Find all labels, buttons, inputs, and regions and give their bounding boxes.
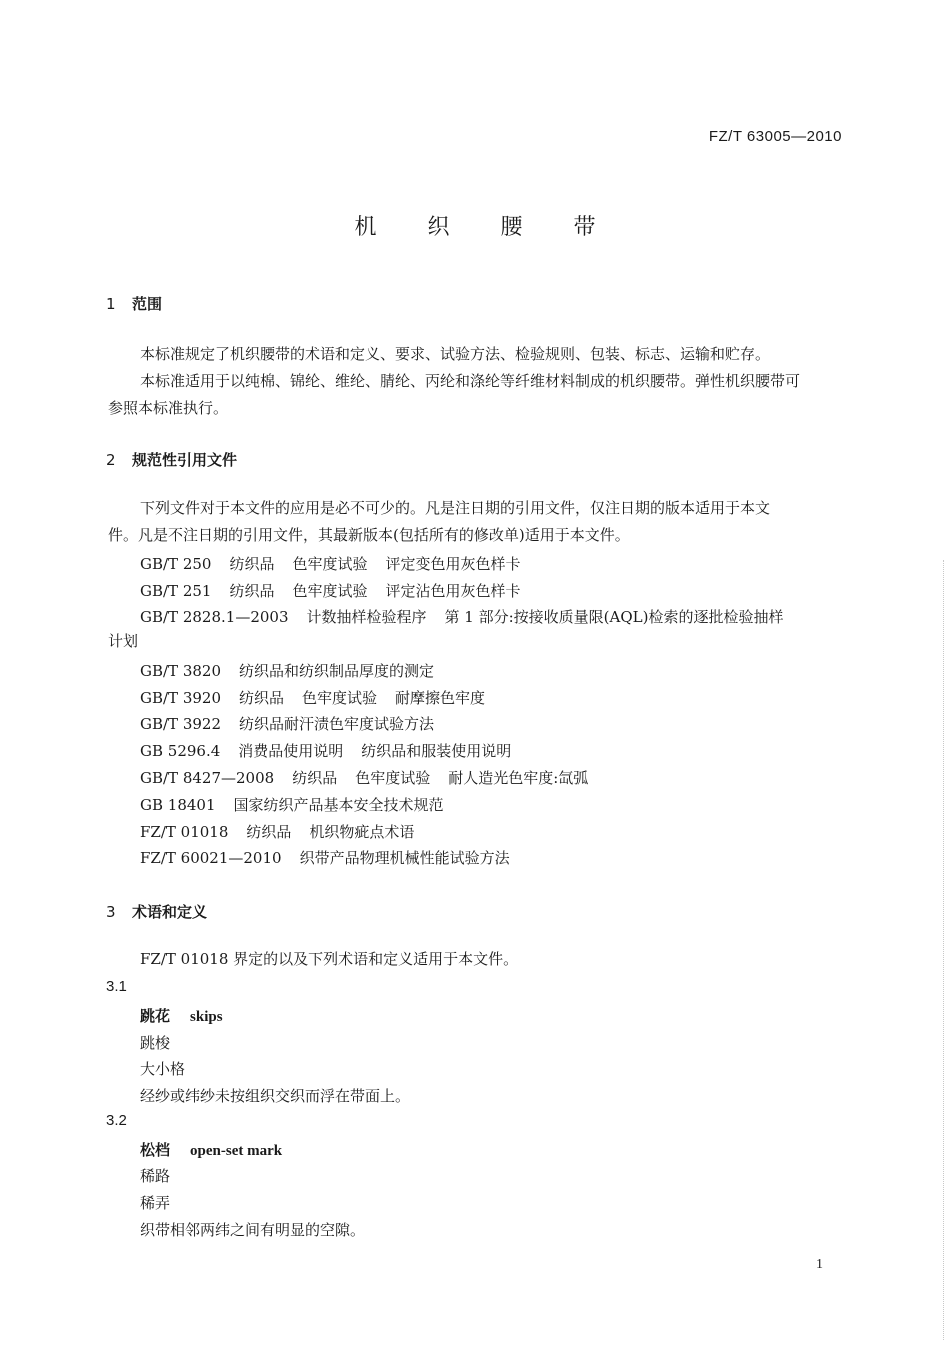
reference-code: FZ/T 01018 bbox=[140, 823, 229, 841]
term-definition: 织带相邻两纬之间有明显的空隙。 bbox=[140, 1221, 366, 1239]
reference-title-part: 评定沾色用灰色样卡 bbox=[385, 582, 521, 600]
section-number: 1 bbox=[106, 295, 116, 313]
term-synonym: 跳梭 bbox=[140, 1034, 171, 1052]
reference-item bbox=[140, 821, 432, 842]
reference-title-part: 色牢度试验 bbox=[292, 582, 368, 600]
reference-title-part: 纺织品 bbox=[246, 823, 292, 841]
reference-item bbox=[140, 687, 503, 708]
reference-code: GB/T 3920 bbox=[140, 689, 222, 707]
section-1-heading bbox=[106, 293, 162, 314]
paragraph: 本标准适用于以纯棉、锦纶、维纶、腈纶、丙纶和涤纶等纤维材料制成的机织腰带。弹性机织腰带可 bbox=[140, 372, 801, 390]
reference-code: FZ/T 60021—2010 bbox=[140, 849, 282, 867]
term-synonym: 大小格 bbox=[140, 1060, 186, 1078]
reference-title-part: 纺织品 bbox=[229, 555, 275, 573]
clause-number: 3.2 bbox=[106, 1112, 127, 1129]
term-synonym: 稀弄 bbox=[140, 1194, 171, 1212]
term-definition: 经纱或纬纱未按组织交织而浮在带面上。 bbox=[140, 1087, 411, 1105]
term-chinese: 松档 bbox=[140, 1141, 171, 1159]
reference-item bbox=[140, 740, 529, 761]
reference-title-part: 评定变色用灰色样卡 bbox=[385, 555, 521, 573]
term-entry bbox=[140, 1139, 282, 1160]
term-english: skips bbox=[190, 1009, 223, 1025]
reference-item bbox=[140, 580, 539, 601]
reference-code: GB/T 2828.1—2003 bbox=[140, 608, 289, 626]
section-title: 术语和定义 bbox=[132, 903, 208, 921]
reference-title-part: 纺织品和服装使用说明 bbox=[361, 742, 512, 760]
paragraph: FZ/T 01018 界定的以及下列术语和定义适用于本文件。 bbox=[140, 950, 519, 968]
reference-title-part: 耐人造光色牢度:氙弧 bbox=[448, 769, 589, 787]
section-number: 3 bbox=[106, 903, 116, 921]
reference-title-part: 纺织品 bbox=[229, 582, 275, 600]
scan-edge-divider bbox=[943, 560, 944, 1340]
clause-number: 3.1 bbox=[106, 978, 127, 995]
term-synonym: 稀路 bbox=[140, 1167, 171, 1185]
section-number: 2 bbox=[106, 451, 116, 469]
reference-item bbox=[140, 606, 801, 627]
document-title: 机 织 腰 带 bbox=[354, 215, 618, 240]
paragraph: 本标准规定了机织腰带的术语和定义、要求、试验方法、检验规则、包装、标志、运输和贮存。 bbox=[140, 345, 771, 363]
reference-title-part: 国家纺织产品基本安全技术规范 bbox=[233, 796, 444, 814]
reference-title-part: 色牢度试验 bbox=[355, 769, 431, 787]
reference-title-part: 纺织品耐汗渍色牢度试验方法 bbox=[239, 715, 435, 733]
page-number: 1 bbox=[816, 1257, 823, 1272]
paragraph-continuation: 件。凡是不注日期的引用文件，其最新版本(包括所有的修改单)适用于本文件。 bbox=[108, 526, 630, 544]
reference-item bbox=[140, 847, 528, 868]
reference-title-part: 计数抽样检验程序 bbox=[306, 608, 427, 626]
reference-code: GB/T 3820 bbox=[140, 662, 222, 680]
section-2-heading bbox=[106, 449, 237, 470]
reference-code: GB/T 251 bbox=[140, 582, 212, 600]
term-entry bbox=[140, 1005, 223, 1026]
reference-item bbox=[140, 713, 452, 734]
term-english: open-set mark bbox=[190, 1143, 283, 1159]
reference-code: GB/T 3922 bbox=[140, 715, 222, 733]
reference-item bbox=[140, 767, 606, 788]
reference-title-part: 织带产品物理机械性能试验方法 bbox=[299, 849, 510, 867]
standard-number: FZ/T 63005—2010 bbox=[708, 128, 842, 145]
reference-title-part: 色牢度试验 bbox=[302, 689, 378, 707]
section-3-heading bbox=[106, 901, 207, 922]
reference-title-part: 机织物疵点术语 bbox=[309, 823, 415, 841]
section-title: 规范性引用文件 bbox=[132, 451, 238, 469]
reference-code: GB/T 250 bbox=[140, 555, 212, 573]
reference-title-part: 纺织品 bbox=[239, 689, 285, 707]
reference-item bbox=[140, 660, 452, 681]
reference-item bbox=[140, 553, 539, 574]
reference-title-part: 色牢度试验 bbox=[292, 555, 368, 573]
reference-title-part: 纺织品 bbox=[292, 769, 338, 787]
reference-continuation: 计划 bbox=[108, 632, 139, 650]
reference-title-part: 纺织品和纺织制品厚度的测定 bbox=[239, 662, 435, 680]
reference-code: GB 18401 bbox=[140, 796, 216, 814]
reference-item bbox=[140, 794, 462, 815]
paragraph: 下列文件对于本文件的应用是必不可少的。凡是注日期的引用文件，仅注日期的版本适用于本文 bbox=[140, 499, 771, 517]
term-chinese: 跳花 bbox=[140, 1007, 171, 1025]
reference-title-part: 耐摩擦色牢度 bbox=[395, 689, 486, 707]
paragraph-continuation: 参照本标准执行。 bbox=[108, 399, 229, 417]
reference-code: GB 5296.4 bbox=[140, 742, 221, 760]
reference-title-part: 消费品使用说明 bbox=[238, 742, 344, 760]
reference-title-part: 第 1 部分:按接收质量限(AQL)检索的逐批检验抽样 bbox=[444, 608, 784, 626]
reference-code: GB/T 8427—2008 bbox=[140, 769, 275, 787]
section-title: 范围 bbox=[132, 295, 163, 313]
